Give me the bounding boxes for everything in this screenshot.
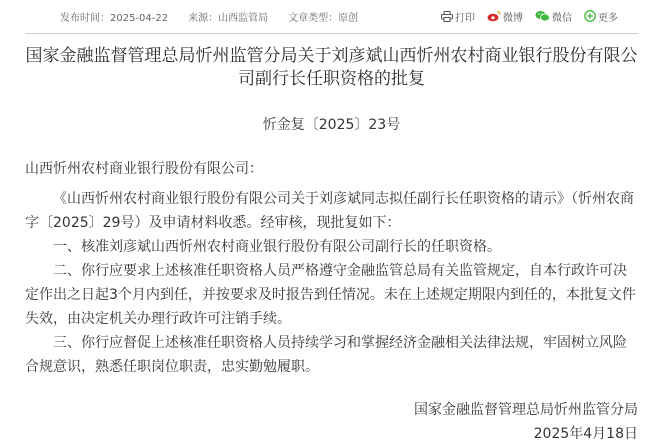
wechat-label: 微信: [552, 12, 572, 24]
signature-block: [414, 398, 638, 446]
weibo-icon: [487, 10, 501, 22]
more-share-button[interactable]: [584, 9, 618, 24]
body-paragraph: 三、你行应督促上述核准任职资格人员持续学习和掌握经济金融相关法律法规，牢固树立风险合规意识，熟悉任职岗位职责，忠实勤勉履职。: [25, 335, 627, 375]
body-paragraph: 《山西忻州农村商业银行股份有限公司关于刘彦斌同志拟任副行长任职资格的请示》（忻州农商字〔2025〕29号）及申请材料收悉。经审核，现批复如下：: [25, 191, 634, 231]
article-meta-bar: [25, 0, 638, 32]
issuing-authority: 国家金融监督管理总局忻州监管分局: [414, 402, 638, 418]
print-label: 打印: [455, 12, 475, 24]
print-button[interactable]: [441, 9, 475, 24]
more-label: 更多: [598, 12, 618, 24]
issue-date: 2025年4月18日: [533, 426, 638, 442]
share-actions: [429, 9, 618, 24]
document-number: 忻金复〔2025〕23号: [262, 117, 401, 133]
article-meta-info: [25, 9, 378, 24]
article-type: 文章类型：原创: [288, 12, 359, 24]
header-divider: [25, 33, 638, 34]
weibo-share-button[interactable]: [487, 9, 523, 24]
body-paragraph: 一、核准刘彦斌山西忻州农村商业银行股份有限公司副行长的任职资格。: [53, 239, 501, 255]
plus-circle-icon: [584, 10, 596, 22]
document-title: 国家金融监督管理总局忻州监管分局关于刘彦斌山西忻州农村商业银行股份有限公司副行长任职资格的批复: [25, 46, 638, 89]
addressee: 山西忻州农村商业银行股份有限公司：: [25, 161, 263, 177]
document-body: [25, 157, 638, 379]
body-paragraph: 二、你行应要求上述核准任职资格人员严格遵守金融监管总局有关监管规定，自本行政许可决定作出之日起3个月内到任，并按要求及时报告到任情况。未在上述规定期限内到任的，本批复文件失效，由决定机关办理行政许可注销手续。: [25, 263, 636, 327]
printer-icon: [441, 11, 453, 22]
publish-date: 发布时间：2025-04-22: [60, 12, 169, 24]
wechat-share-button[interactable]: [535, 9, 572, 24]
article-source: 来源：山西监管局: [188, 12, 269, 24]
weibo-label: 微博: [503, 12, 523, 24]
wechat-icon: [535, 10, 550, 22]
